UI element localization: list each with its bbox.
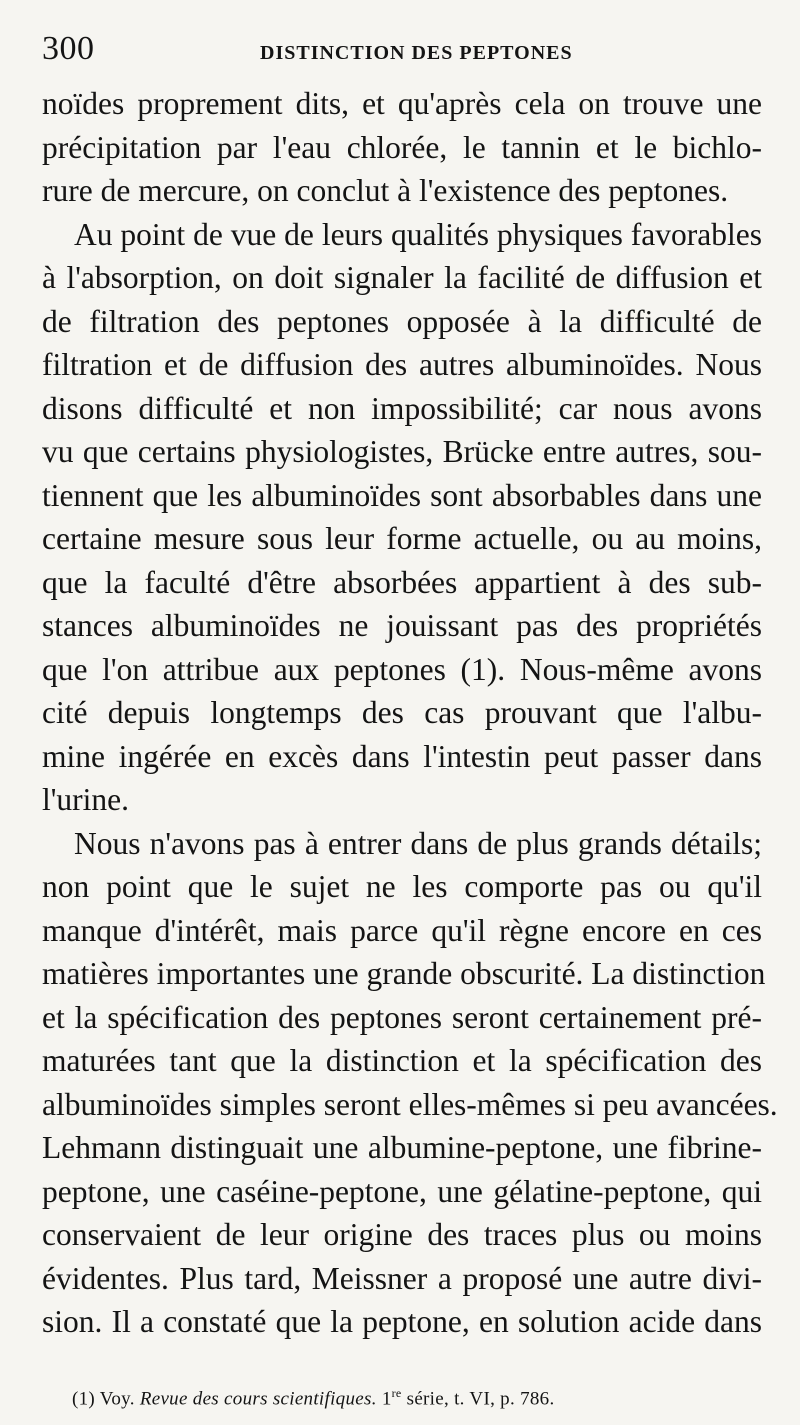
page-number: 300: [42, 30, 95, 67]
text-line: non point que le sujet ne les comporte pas ou qu'il: [42, 869, 762, 904]
page-header: [42, 30, 762, 82]
text-line: stances albuminoïdes ne jouissant pas des propriétés: [42, 608, 762, 643]
footnote-marker: (1) Voy.: [72, 1388, 135, 1410]
text-line: et la spécification des peptones seront certainement pré-: [42, 999, 762, 1035]
footnote-series-num: 1: [381, 1388, 392, 1410]
text-line: que l'on attribue aux peptones (1). Nous-même avons: [42, 651, 762, 687]
text-line: Lehmann distinguait une albumine-peptone, une fibrine-: [42, 1130, 762, 1165]
text-line: sion. Il a constaté que la peptone, en solution acide dans: [42, 1304, 762, 1339]
text-line: Nous n'avons pas à entrer dans de plus grands détails;: [74, 825, 762, 861]
text-line: disons difficulté et non impossibilité; car nous avons: [42, 390, 762, 426]
text-line: albuminoïdes simples seront elles-mêmes si peu avancées.: [42, 1086, 778, 1122]
text-line: manque d'intérêt, mais parce qu'il règne encore en ces: [42, 912, 762, 948]
text-line: Au point de vue de leurs qualités physiques favorables: [74, 216, 762, 252]
text-line: matières importantes une grande obscurité. La distinction: [42, 956, 766, 991]
text-line: à l'absorption, on doit signaler la facilité de diffusion et: [42, 260, 762, 295]
footnote: [72, 1386, 555, 1410]
text-line: conservaient de leur origine des traces plus ou moins: [42, 1217, 762, 1252]
text-line: cité depuis longtemps des cas prouvant que l'albu-: [42, 695, 762, 730]
text-line: peptone, une caséine-peptone, une gélatine-peptone, qui: [42, 1173, 762, 1209]
paragraph: [42, 82, 762, 213]
text-line: que la faculté d'être absorbées appartient à des sub-: [42, 564, 762, 600]
paragraph: [42, 213, 762, 822]
text-line: maturées tant que la distinction et la spécification des: [42, 1043, 762, 1078]
text-line: noïdes proprement dits, et qu'après cela on trouve une: [42, 86, 762, 121]
text-line: tiennent que les albuminoïdes sont absorbables dans une: [42, 477, 762, 513]
footnote-rest: série, t. VI, p. 786.: [406, 1388, 555, 1410]
text-line: certaine mesure sous leur forme actuelle, ou au moins,: [42, 521, 762, 556]
text-line: filtration et de diffusion des autres albuminoïdes. Nous: [42, 347, 762, 382]
text-line: évidentes. Plus tard, Meissner a proposé une autre divi-: [42, 1260, 762, 1296]
text-line: l'urine.: [42, 782, 130, 817]
paragraph: [42, 822, 778, 1344]
text-line: mine ingérée en excès dans l'intestin peut passer dans: [42, 738, 762, 774]
text-line: de filtration des peptones opposée à la difficulté de: [42, 303, 762, 339]
running-title: DISTINCTION DES PEPTONES: [260, 42, 573, 64]
text-line: vu que certains physiologistes, Brücke entre autres, sou-: [42, 434, 762, 469]
body-text: [42, 82, 778, 1344]
footnote-source: Revue des cours scientifiques.: [139, 1388, 377, 1410]
footnote-series-sup: re: [391, 1386, 402, 1400]
text-line: rure de mercure, on conclut à l'existence des peptones.: [42, 173, 729, 208]
text-line: précipitation par l'eau chlorée, le tannin et le bichlo-: [42, 129, 762, 165]
